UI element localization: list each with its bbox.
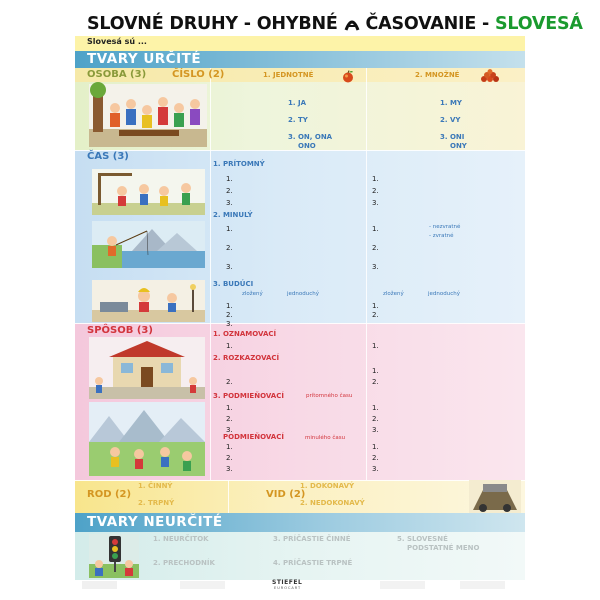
- podm-pri-3-right: 3.: [372, 426, 379, 434]
- podm-pri-1-right: 1.: [372, 404, 379, 412]
- pricastie-trpne: 4. PRÍČASTIE TRPNÉ: [273, 559, 353, 567]
- podmienovaci-minuly-label: PODMIEŇOVACÍ: [223, 433, 284, 441]
- buduci-label: 3. BUDÚCI: [213, 280, 254, 288]
- osoba-label: OSOBA (3): [87, 69, 147, 80]
- jednoduchy-right: jednoduchý: [428, 291, 460, 297]
- tvary-urcite-band: [75, 51, 525, 68]
- osoba-on-ona: 3. ON, ONA: [288, 133, 333, 141]
- divider-osoba-cas: [75, 150, 525, 151]
- pritomny-2-right: 2.: [372, 187, 379, 195]
- buduci-2-right: 2.: [372, 311, 379, 319]
- osoba-oni: 3. ONI: [440, 133, 465, 141]
- traffic-light-illustration: [89, 534, 139, 578]
- zvratne-note: - zvratné: [429, 233, 454, 239]
- podmienovaci-label: 3. PODMIEŇOVACÍ: [213, 392, 284, 400]
- osoba-my: 1. MY: [440, 99, 463, 107]
- minuly-3-right: 3.: [372, 263, 379, 271]
- intro-text: Slovesá sú ...: [87, 37, 147, 46]
- oznamovaci-label: 1. OZNAMOVACÍ: [213, 330, 277, 338]
- vid-label: VID (2): [266, 489, 306, 500]
- eurocart-logo: EUROCART: [274, 586, 302, 590]
- osoba-ono: ONO: [298, 142, 316, 150]
- pricastie-cinne: 3. PRÍČASTIE ČINNÉ: [273, 535, 351, 543]
- past-tense-illustration: [92, 221, 205, 268]
- oznamovaci-1-right: 1.: [372, 342, 379, 350]
- title-part-2: ČASOVANIE -: [365, 14, 490, 34]
- minuly-label: 2. MINULÝ: [213, 211, 253, 219]
- osoba-illustration: [89, 84, 207, 147]
- osoba-ony: ONY: [450, 142, 467, 150]
- footer-publisher-block: [82, 581, 117, 589]
- buduci-1-right: 1.: [372, 302, 379, 310]
- intro-bar: [75, 36, 525, 51]
- footer-contact-block: [380, 581, 425, 589]
- osoba-ja: 1. JA: [288, 99, 306, 107]
- rozkazovaci-label: 2. ROZKAZOVACÍ: [213, 354, 280, 362]
- podm-min-1-left: 1.: [226, 443, 233, 451]
- nezvratne-note: - nezvratné: [429, 224, 461, 230]
- prechodnik: 2. PRECHODNÍK: [153, 559, 215, 567]
- stiefel-logo: STIEFEL: [272, 579, 303, 586]
- sposob-illustration-bottom: [89, 402, 205, 476]
- slovesne-podstatne-meno-2: PODSTATNÉ MENO: [407, 544, 480, 552]
- jednotne-label: 1. JEDNOTNÉ: [263, 71, 314, 79]
- buduci-3-left: 3.: [226, 320, 233, 328]
- cas-label: ČAS (3): [87, 151, 129, 162]
- sposob-illustration-top: [89, 337, 205, 399]
- tvary-urcite-heading: TVARY URČITÉ: [87, 51, 202, 67]
- apple-icon: [341, 68, 355, 87]
- minuly-2-right: 2.: [372, 244, 379, 252]
- tvary-neurcite-band: [75, 513, 525, 532]
- apple-pile-icon: [479, 67, 503, 86]
- divider-middle: [366, 68, 367, 480]
- osoba-vy: 2. VY: [440, 116, 461, 124]
- vid-dokonavy: 1. DOKONAVÝ: [300, 482, 355, 490]
- osoba-ty: 2. TY: [288, 116, 308, 124]
- buduci-1-left: 1.: [226, 302, 233, 310]
- zlozeny-left: zložený: [242, 291, 263, 297]
- oznamovaci-1-left: 1.: [226, 342, 233, 350]
- rod-cinny: 1. ČINNÝ: [138, 482, 173, 490]
- podm-pri-3-left: 3.: [226, 426, 233, 434]
- rozkazovaci-2-right: 2.: [372, 378, 379, 386]
- pritomny-2-left: 2.: [226, 187, 233, 195]
- present-tense-illustration: [92, 169, 205, 215]
- title-part-1: SLOVNÉ DRUHY - OHYBNÉ: [87, 14, 338, 34]
- rod-vid-illustration: [469, 480, 521, 513]
- podm-min-1-right: 1.: [372, 443, 379, 451]
- podm-pri-1-left: 1.: [226, 404, 233, 412]
- buduci-2-left: 2.: [226, 311, 233, 319]
- pritomny-1-right: 1.: [372, 175, 379, 183]
- podm-pri-2-right: 2.: [372, 415, 379, 423]
- divider-sposob-rod: [75, 480, 525, 481]
- jednoduchy-left: jednoduchý: [287, 291, 319, 297]
- pritomneho-casu-note: prítomného času: [306, 393, 353, 399]
- future-tense-illustration: [92, 280, 205, 322]
- footer-code-block: [460, 581, 505, 589]
- slovesne-podstatne-meno-1: 5. SLOVESNÉ: [397, 535, 448, 543]
- podm-pri-2-left: 2.: [226, 415, 233, 423]
- zlozeny-right: zložený: [383, 291, 404, 297]
- pritomny-3-right: 3.: [372, 199, 379, 207]
- tvary-neurcite-heading: TVARY NEURČITÉ: [87, 514, 223, 530]
- pritomny-1-left: 1.: [226, 175, 233, 183]
- neurcitok: 1. NEURČITOK: [153, 535, 209, 543]
- poster-title: [87, 14, 583, 36]
- vid-nedokonavy: 2. NEDOKONAVÝ: [300, 499, 365, 507]
- footer-address-block: [180, 581, 225, 589]
- minuly-1-left: 1.: [226, 225, 233, 233]
- rod-trpny: 2. TRPNÝ: [138, 499, 175, 507]
- title-part-3: SLOVESÁ: [494, 14, 583, 34]
- sposob-label: SPÔSOB (3): [87, 325, 153, 336]
- podm-min-3-right: 3.: [372, 465, 379, 473]
- divider-rod-vid: [228, 480, 229, 513]
- minuly-3-left: 3.: [226, 263, 233, 271]
- rod-label: ROD (2): [87, 489, 132, 500]
- mountain-arch-icon: [344, 16, 360, 36]
- pritomny-3-left: 3.: [226, 199, 233, 207]
- podm-min-3-left: 3.: [226, 465, 233, 473]
- verb-conjugation-poster: [75, 12, 583, 590]
- podm-min-2-right: 2.: [372, 454, 379, 462]
- rozkazovaci-2-left: 2.: [226, 378, 233, 386]
- minuly-2-left: 2.: [226, 244, 233, 252]
- pritomny-label: 1. PRÍTOMNÝ: [213, 160, 265, 168]
- divider-cas-sposob: [75, 323, 525, 324]
- mnozne-label: 2. MNOŽNÉ: [415, 71, 460, 79]
- podm-min-2-left: 2.: [226, 454, 233, 462]
- rozkazovaci-1-right: 1.: [372, 367, 379, 375]
- minuly-1-right: 1.: [372, 225, 379, 233]
- cislo-label: ČÍSLO (2): [172, 69, 225, 80]
- divider-left: [210, 68, 211, 480]
- minuleho-casu-note: minulého času: [305, 435, 346, 441]
